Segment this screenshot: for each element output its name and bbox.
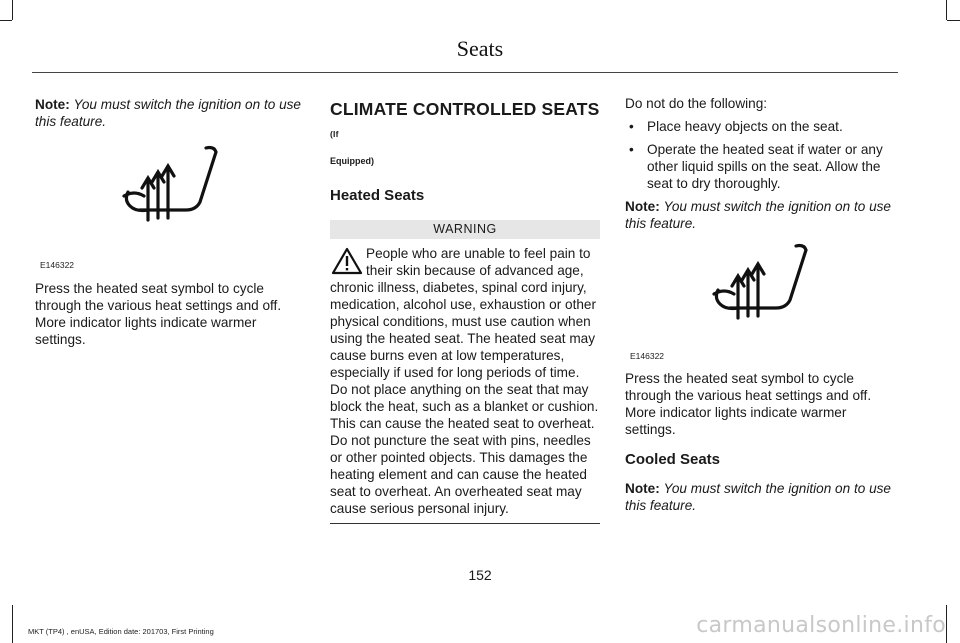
footer-text: MKT (TP4) , enUSA, Edition date: 201703, First Printing: [28, 627, 214, 636]
note-label: Note:: [35, 97, 70, 112]
crop-mark: [12, 605, 13, 643]
crop-mark: [946, 0, 947, 20]
note-label: Note:: [625, 199, 660, 214]
note-text: You must switch the ignition on to use this feature.: [625, 481, 891, 513]
note: [625, 480, 897, 514]
crop-mark: [12, 0, 13, 20]
subsection-heading: Heated Seats: [330, 187, 425, 204]
figure-code: E146322: [630, 351, 665, 361]
heated-seat-icon: [710, 240, 830, 330]
body-text: Press the heated seat symbol to cycle through the various heat settings and off. More indicator lights indicate warmer settings.: [35, 281, 282, 347]
section-equipped: Equipped): [330, 156, 374, 166]
crop-mark: [0, 20, 12, 21]
heated-seat-icon: [120, 142, 240, 232]
header-divider: [32, 72, 898, 73]
body-text: Press the heated seat symbol to cycle through the various heat settings and off. More indicator lights indicate warmer settings.: [625, 371, 872, 437]
heated-seat-figure: [625, 232, 897, 370]
heated-seat-figure: [35, 130, 307, 280]
note: [625, 198, 897, 232]
note-label: Note:: [625, 481, 660, 496]
subsection-heading: Cooled Seats: [625, 451, 721, 468]
crop-mark: [946, 605, 947, 643]
intro-text: Do not do the following:: [625, 96, 768, 111]
column-middle: [330, 98, 600, 524]
watermark: carmanualsonline.info: [696, 613, 946, 638]
figure-code: E146322: [40, 260, 75, 270]
page-title: Seats: [456, 36, 504, 61]
crop-mark: [947, 20, 960, 21]
warning-block: [330, 245, 600, 517]
warning-banner: WARNING: [330, 220, 600, 239]
warning-triangle-icon: [330, 246, 364, 276]
column-left: [35, 96, 307, 348]
list-item: • Place heavy objects on the seat.: [625, 118, 897, 135]
section-suffix: (If: [330, 129, 339, 139]
note: [35, 96, 307, 130]
section-heading: [330, 98, 600, 145]
note-text: You must switch the ignition on to use this feature.: [625, 199, 891, 231]
page-number: 152: [468, 567, 492, 583]
bullet-list: [625, 118, 897, 192]
note-text: You must switch the ignition on to use this feature.: [35, 97, 301, 129]
warning-text: People who are unable to feel pain to their skin because of advanced age, chronic illness, diabetes, spinal cord injury, medication, alcohol use, exhaustion or other physical conditions, must use caution when using the heated seat. The heated seat may cause burns even at low temperatures, especially if used for long periods of time. Do not place anything on the seat that may block the heat, such as a blanket or cushion. This can cause the heated seat to overheat. Do not puncture the seat with pins, needles or other pointed objects. This damages the heating element and can cause the heated seat to overheat. An overheated seat may cause serious personal injury.: [330, 246, 599, 516]
list-item: • Operate the heated seat if water or any other liquid spills on the seat. Allow the seat to dry thoroughly.: [625, 141, 897, 192]
column-right: [625, 95, 897, 514]
warning-divider: [330, 523, 600, 524]
section-title: CLIMATE CONTROLLED SEATS: [330, 99, 600, 119]
